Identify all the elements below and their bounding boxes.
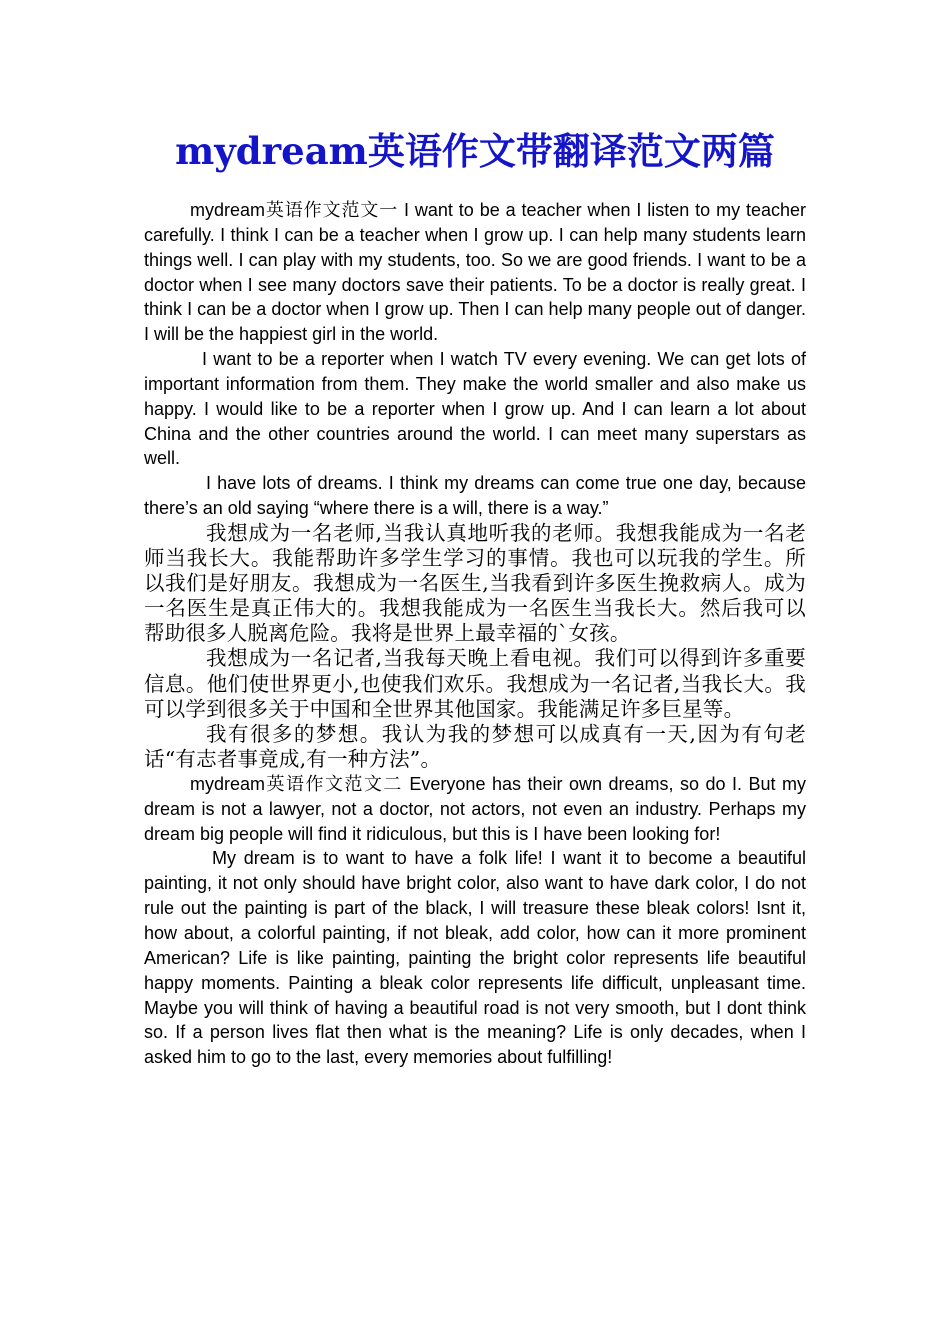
document-body bbox=[144, 198, 806, 1070]
paragraph-essay-one-intro: mydream英语作文范文一 I want to be a teacher when I listen to my teacher carefully. I think I can be a teacher when I grow up. I can help many students learn things well. I can play with my students, too. So we are good friends. I want to be a doctor when I see many doctors save their patients. To be a doctor is really great. I think I can be a doctor when I grow up. Then I can help many people out of danger. I will be the happiest girl in the world. bbox=[144, 200, 806, 345]
paragraph-translation-teacher-doctor: 我想成为一名老师,当我认真地听我的老师。我想我能成为一名老师当我长大。我能帮助许多学生学习的事情。我也可以玩我的学生。所以我们是好朋友。我想成为一名医生,当我看到许多医生挽救病人。成为一名医生是真正伟大的。我想我能成为一名医生当我长大。然后我可以帮助很多人脱离危险。我将是世界上最幸福的`女孩。 bbox=[144, 520, 806, 646]
paragraph-translation-reporter: 我想成为一名记者,当我每天晚上看电视。我们可以得到许多重要信息。他们使世界更小,也使我们欢乐。我想成为一名记者,当我长大。我可以学到很多关于中国和全世界其他国家。我能满足许多巨星等。 bbox=[144, 646, 806, 721]
paragraph-translation-dreams: 我有很多的梦想。我认为我的梦想可以成真有一天,因为有句老话“有志者事竟成,有一种方法”。 bbox=[144, 721, 806, 771]
document-title: mydream英语作文带翻译范文两篇 bbox=[175, 129, 775, 173]
paragraph-dreams: I have lots of dreams. I think my dreams can come true one day, because there’s an old saying “where there is a will, there is a way.” bbox=[144, 473, 806, 519]
paragraph-essay-two-intro: mydream英语作文范文二 Everyone has their own dreams, so do I. But my dream is not a lawyer, not a doctor, not actors, not even an industry. Perhaps my dream big people will find it ridiculous, but this is I have been looking for! bbox=[144, 773, 806, 844]
paragraph-folk-life: My dream is to want to have a folk life! I want it to become a beautiful painting, it not only should have bright color, also want to have dark color, I do not rule out the painting is part of the black, I will treasure these bleak colors! Isnt it, how about, a colorful painting, if not bleak, add color, how can it more prominent American? Life is like painting, painting the bright color represents life beautiful happy moments. Painting a bleak color represents life difficult, unpleasant time. Maybe you will think of having a beautiful road is not very smooth, but I dont think so. If a person lives flat then what is the meaning? Life is only decades, when I asked him to go to the last, every memories about fulfilling! bbox=[144, 848, 806, 1068]
paragraph-reporter: I want to be a reporter when I watch TV every evening. We can get lots of important information from them. They make the world smaller and also make us happy. I would like to be a reporter when I grow up. And I can learn a lot about China and the other countries around the world. I can meet many superstars as well. bbox=[144, 349, 806, 469]
